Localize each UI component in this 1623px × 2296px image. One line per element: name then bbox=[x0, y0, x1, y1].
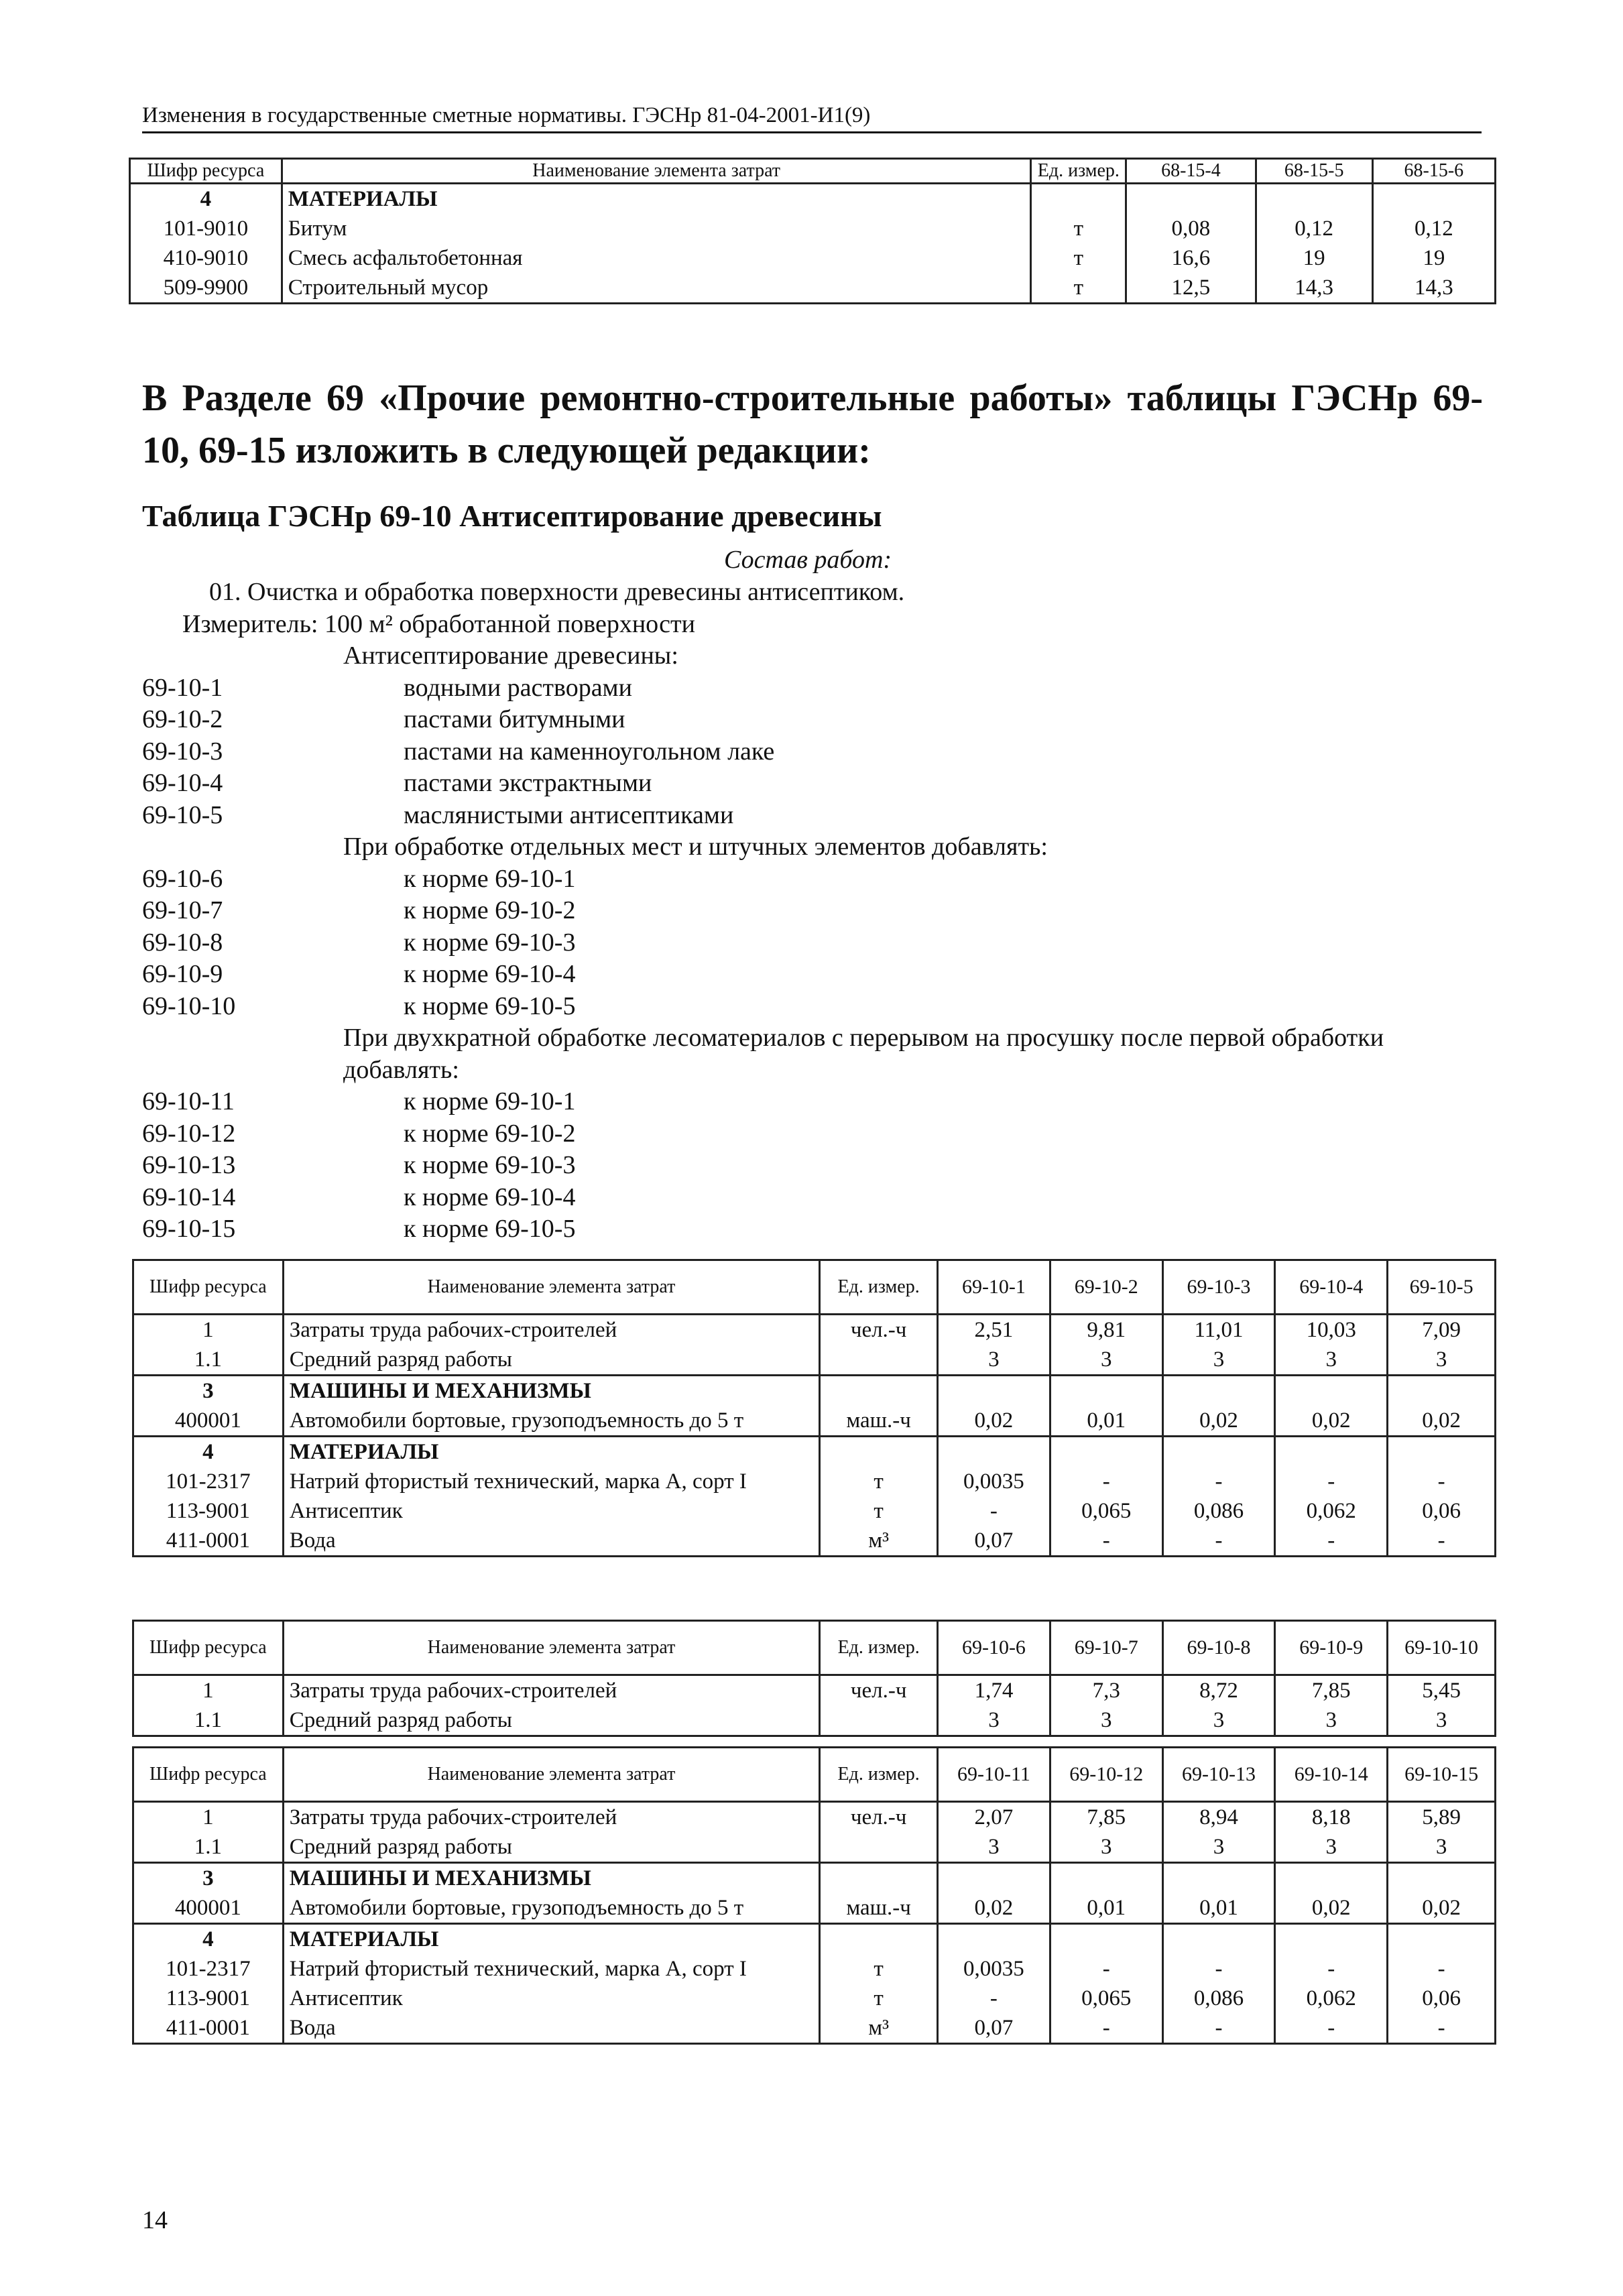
norm-value: - bbox=[1388, 1526, 1496, 1557]
unit: м³ bbox=[820, 2013, 938, 2044]
norm-value: 0,02 bbox=[1275, 1893, 1388, 1924]
norm-value: 19 bbox=[1372, 243, 1495, 273]
list-item bbox=[142, 704, 1483, 736]
unit: т bbox=[820, 1496, 938, 1526]
col-norm-header: 69-10-3 bbox=[1162, 1260, 1275, 1315]
table-header-row bbox=[133, 1621, 1496, 1675]
list-item bbox=[142, 863, 1483, 896]
unit bbox=[820, 1924, 938, 1955]
meter-line: Измеритель: 100 м² обработанной поверхности bbox=[182, 609, 695, 638]
table-row bbox=[130, 214, 1496, 243]
group-title: Антисептирование древесины: bbox=[343, 642, 678, 670]
resource-code: 411-0001 bbox=[133, 1526, 284, 1557]
norm-code: 69-10-4 bbox=[142, 769, 223, 797]
col-code-header: Шифр ресурса bbox=[130, 159, 282, 184]
norm-value bbox=[1050, 1437, 1162, 1467]
norm-value: 8,18 bbox=[1275, 1802, 1388, 1833]
col-norm-header: 68-15-6 bbox=[1372, 159, 1495, 184]
cost-element-name: Автомобили бортовые, грузоподъемность до 5 т bbox=[283, 1893, 820, 1924]
unit bbox=[820, 1863, 938, 1894]
list-item bbox=[142, 895, 1483, 927]
table-title: Таблица ГЭСНр 69-10 Антисептирование древесины bbox=[142, 499, 882, 533]
norm-value: 3 bbox=[938, 1832, 1050, 1863]
section-heading: В Разделе 69 «Прочие ремонтно-строительные работы» таблицы ГЭСНр 69-10, 69-15 изложить в следующей редакции: bbox=[142, 377, 1483, 471]
table-row bbox=[130, 184, 1496, 215]
norm-code: 69-10-15 bbox=[142, 1215, 236, 1243]
table-row bbox=[133, 1705, 1496, 1736]
unit: маш.-ч bbox=[820, 1893, 938, 1924]
table-row bbox=[130, 273, 1496, 304]
resource-code: 101-9010 bbox=[130, 214, 282, 243]
resource-code: 113-9001 bbox=[133, 1496, 284, 1526]
resource-code: 113-9001 bbox=[133, 1984, 284, 2013]
unit: т bbox=[820, 1984, 938, 2013]
norm-value: 0,02 bbox=[1162, 1406, 1275, 1437]
col-name-header: Наименование элемента затрат bbox=[282, 159, 1031, 184]
table-row bbox=[133, 1345, 1496, 1376]
norm-code: 69-10-9 bbox=[142, 960, 223, 988]
table-row bbox=[130, 243, 1496, 273]
norm-description: к норме 69-10-1 bbox=[404, 1087, 576, 1115]
norm-value: - bbox=[1050, 1954, 1162, 1984]
norm-value: 0,07 bbox=[938, 1526, 1050, 1557]
unit: т bbox=[820, 1467, 938, 1496]
unit: чел.-ч bbox=[820, 1315, 938, 1345]
norm-value: 8,94 bbox=[1162, 1802, 1275, 1833]
norm-value: 7,09 bbox=[1388, 1315, 1496, 1345]
col-norm-header: 69-10-5 bbox=[1388, 1260, 1496, 1315]
list-item bbox=[142, 736, 1483, 768]
norm-value: 0,02 bbox=[938, 1893, 1050, 1924]
norm-code: 69-10-8 bbox=[142, 928, 223, 957]
table-row bbox=[133, 2013, 1496, 2044]
cost-element-name: Затраты труда рабочих-строителей bbox=[283, 1675, 820, 1706]
cost-element-name: Вода bbox=[283, 1526, 820, 1557]
col-norm-header: 69-10-14 bbox=[1275, 1748, 1388, 1802]
norm-value bbox=[1275, 1863, 1388, 1894]
cost-element-name: Средний разряд работы bbox=[283, 1832, 820, 1863]
list-item bbox=[142, 800, 1483, 832]
col-norm-header: 69-10-15 bbox=[1388, 1748, 1496, 1802]
table-row bbox=[133, 1893, 1496, 1924]
list-item bbox=[142, 991, 1483, 1023]
norm-value bbox=[1050, 1376, 1162, 1406]
norm-value: 3 bbox=[1275, 1832, 1388, 1863]
norm-value: - bbox=[1162, 1954, 1275, 1984]
cost-element-name: Вода bbox=[283, 2013, 820, 2044]
col-code-header: Шифр ресурса bbox=[133, 1621, 284, 1675]
resource-code: 509-9900 bbox=[130, 273, 282, 304]
col-code-header: Шифр ресурса bbox=[133, 1260, 284, 1315]
table-row bbox=[133, 1924, 1496, 1955]
norm-value: 1,74 bbox=[938, 1675, 1050, 1706]
col-code-header: Шифр ресурса bbox=[133, 1748, 284, 1802]
table-row bbox=[133, 1832, 1496, 1863]
norm-value: 0,086 bbox=[1162, 1984, 1275, 2013]
cost-element-name: Натрий фтористый технический, марка А, сорт I bbox=[283, 1467, 820, 1496]
resource-code: 1.1 bbox=[133, 1705, 284, 1736]
norm-value: 0,01 bbox=[1050, 1406, 1162, 1437]
norm-value: 14,3 bbox=[1256, 273, 1372, 304]
norm-value bbox=[938, 1437, 1050, 1467]
norm-value: 10,03 bbox=[1275, 1315, 1388, 1345]
table-69-10-1-5 bbox=[132, 1259, 1496, 1557]
norm-value bbox=[1050, 1924, 1162, 1955]
norm-description: к норме 69-10-5 bbox=[404, 1215, 576, 1243]
norm-value bbox=[938, 1863, 1050, 1894]
norm-value: 3 bbox=[1275, 1345, 1388, 1376]
norm-description: пастами на каменноугольном лаке bbox=[404, 737, 775, 766]
norm-value: 0,065 bbox=[1050, 1496, 1162, 1526]
table-row bbox=[133, 1526, 1496, 1557]
resource-code: 101-2317 bbox=[133, 1467, 284, 1496]
norm-value: 3 bbox=[1162, 1832, 1275, 1863]
resource-code: 400001 bbox=[133, 1406, 284, 1437]
norm-value: 11,01 bbox=[1162, 1315, 1275, 1345]
norm-code: 69-10-11 bbox=[142, 1087, 235, 1115]
table-row bbox=[133, 1802, 1496, 1833]
col-norm-header: 69-10-9 bbox=[1275, 1621, 1388, 1675]
norm-value: 3 bbox=[938, 1705, 1050, 1736]
norm-code: 69-10-13 bbox=[142, 1151, 236, 1179]
list-item bbox=[142, 1182, 1483, 1214]
norm-value: 9,81 bbox=[1050, 1315, 1162, 1345]
cost-element-name: МАТЕРИАЛЫ bbox=[283, 1924, 820, 1955]
norm-value: 3 bbox=[1388, 1345, 1496, 1376]
norm-value: 2,51 bbox=[938, 1315, 1050, 1345]
norm-code: 69-10-7 bbox=[142, 896, 223, 924]
norm-description: маслянистыми антисептиками bbox=[404, 800, 734, 829]
norm-value: 0,06 bbox=[1388, 1984, 1496, 2013]
norm-code: 69-10-12 bbox=[142, 1119, 236, 1148]
col-norm-header: 69-10-12 bbox=[1050, 1748, 1162, 1802]
unit bbox=[820, 1832, 938, 1863]
col-unit-header: Ед. измер. bbox=[820, 1260, 938, 1315]
resource-code: 1.1 bbox=[133, 1832, 284, 1863]
table-row bbox=[133, 1467, 1496, 1496]
norm-value: 0,086 bbox=[1162, 1496, 1275, 1526]
col-unit-header: Ед. измер. bbox=[820, 1748, 938, 1802]
resource-code: 1.1 bbox=[133, 1345, 284, 1376]
norm-value bbox=[1388, 1437, 1496, 1467]
col-norm-header: 69-10-7 bbox=[1050, 1621, 1162, 1675]
resource-code: 411-0001 bbox=[133, 2013, 284, 2044]
norm-code: 69-10-1 bbox=[142, 673, 223, 702]
norm-value: - bbox=[938, 1984, 1050, 2013]
cost-element-name: МАШИНЫ И МЕХАНИЗМЫ bbox=[283, 1376, 820, 1406]
resource-code: 400001 bbox=[133, 1893, 284, 1924]
col-norm-header: 69-10-1 bbox=[938, 1260, 1050, 1315]
norm-description: к норме 69-10-4 bbox=[404, 1183, 576, 1211]
resource-code: 1 bbox=[133, 1675, 284, 1706]
col-norm-header: 69-10-8 bbox=[1162, 1621, 1275, 1675]
unit bbox=[820, 1705, 938, 1736]
norm-value: - bbox=[1275, 1467, 1388, 1496]
norm-code: 69-10-2 bbox=[142, 705, 223, 733]
norm-value: 2,07 bbox=[938, 1802, 1050, 1833]
table-header-row bbox=[130, 159, 1496, 184]
resource-code: 4 bbox=[133, 1437, 284, 1467]
norm-value: - bbox=[1050, 1526, 1162, 1557]
cost-element-name: Затраты труда рабочих-строителей bbox=[283, 1315, 820, 1345]
norm-value: 3 bbox=[1388, 1832, 1496, 1863]
norm-value bbox=[1372, 184, 1495, 215]
resource-code: 410-9010 bbox=[130, 243, 282, 273]
norm-value: - bbox=[1388, 1954, 1496, 1984]
cost-element-name: Антисептик bbox=[283, 1984, 820, 2013]
table-row bbox=[133, 1406, 1496, 1437]
norm-value bbox=[1126, 184, 1256, 215]
cost-element-name: Средний разряд работы bbox=[283, 1345, 820, 1376]
group-title: При двухкратной обработке лесоматериалов с перерывом на просушку после первой обработки bbox=[343, 1024, 1384, 1052]
norm-value: - bbox=[1275, 1954, 1388, 1984]
list-item bbox=[142, 672, 1483, 705]
norm-value: - bbox=[1162, 1526, 1275, 1557]
norm-description: к норме 69-10-4 bbox=[404, 960, 576, 988]
norm-value: 3 bbox=[1388, 1705, 1496, 1736]
norms-list bbox=[142, 577, 1483, 1246]
resource-code: 1 bbox=[133, 1802, 284, 1833]
norm-value: - bbox=[1162, 1467, 1275, 1496]
unit: чел.-ч bbox=[820, 1802, 938, 1833]
norm-value: 0,0035 bbox=[938, 1467, 1050, 1496]
norm-value: 0,062 bbox=[1275, 1496, 1388, 1526]
cost-element-name: Строительный мусор bbox=[282, 273, 1031, 304]
norm-description: к норме 69-10-5 bbox=[404, 991, 576, 1020]
norm-value: 0,02 bbox=[1275, 1406, 1388, 1437]
cost-element-name: Натрий фтористый технический, марка А, сорт I bbox=[283, 1954, 820, 1984]
group-title-cont: добавлять: bbox=[343, 1055, 459, 1084]
col-norm-header: 69-10-6 bbox=[938, 1621, 1050, 1675]
norm-value: 3 bbox=[1050, 1832, 1162, 1863]
table-68-15 bbox=[129, 158, 1496, 304]
norm-value: 0,12 bbox=[1372, 214, 1495, 243]
list-item bbox=[142, 768, 1483, 800]
col-norm-header: 69-10-4 bbox=[1275, 1260, 1388, 1315]
cost-element-name: Смесь асфальтобетонная bbox=[282, 243, 1031, 273]
norm-value bbox=[1050, 1863, 1162, 1894]
norm-value: - bbox=[1162, 2013, 1275, 2044]
norm-value: 0,0035 bbox=[938, 1954, 1050, 1984]
col-norm-header: 68-15-4 bbox=[1126, 159, 1256, 184]
norm-value: 0,07 bbox=[938, 2013, 1050, 2044]
col-norm-header: 69-10-10 bbox=[1388, 1621, 1496, 1675]
norm-description: к норме 69-10-1 bbox=[404, 864, 576, 893]
norm-value: 3 bbox=[938, 1345, 1050, 1376]
cost-element-name: МАТЕРИАЛЫ bbox=[283, 1437, 820, 1467]
norm-description: к норме 69-10-2 bbox=[404, 1119, 576, 1148]
table-row bbox=[133, 1376, 1496, 1406]
norm-value: 3 bbox=[1162, 1345, 1275, 1376]
norm-value: - bbox=[1388, 2013, 1496, 2044]
col-name-header: Наименование элемента затрат bbox=[283, 1748, 820, 1802]
table-header-row bbox=[133, 1748, 1496, 1802]
norm-value: - bbox=[1275, 1526, 1388, 1557]
cost-element-name: МАТЕРИАЛЫ bbox=[282, 184, 1031, 215]
norm-description: водными растворами bbox=[404, 673, 632, 702]
table-row bbox=[133, 1863, 1496, 1894]
norm-value: - bbox=[1050, 2013, 1162, 2044]
col-norm-header: 69-10-2 bbox=[1050, 1260, 1162, 1315]
cost-element-name: Автомобили бортовые, грузоподъемность до 5 т bbox=[283, 1406, 820, 1437]
norm-description: пастами экстрактными bbox=[404, 769, 652, 797]
work-item: 01. Очистка и обработка поверхности древесины антисептиком. bbox=[209, 578, 905, 606]
table-row bbox=[133, 1437, 1496, 1467]
norm-value: 12,5 bbox=[1126, 273, 1256, 304]
resource-code: 3 bbox=[133, 1863, 284, 1894]
table-row bbox=[133, 1675, 1496, 1706]
norm-value: 3 bbox=[1050, 1705, 1162, 1736]
cost-element-name: Средний разряд работы bbox=[283, 1705, 820, 1736]
norm-code: 69-10-6 bbox=[142, 864, 223, 893]
norm-value bbox=[1388, 1376, 1496, 1406]
norm-value: 7,85 bbox=[1050, 1802, 1162, 1833]
norm-value bbox=[1388, 1863, 1496, 1894]
table-header-row bbox=[133, 1260, 1496, 1315]
norm-code: 69-10-3 bbox=[142, 737, 223, 766]
table-69-10-6-10 bbox=[132, 1620, 1496, 1737]
col-name-header: Наименование элемента затрат bbox=[283, 1621, 820, 1675]
norm-code: 69-10-5 bbox=[142, 800, 223, 829]
norm-value: 3 bbox=[1275, 1705, 1388, 1736]
table-row bbox=[133, 1954, 1496, 1984]
norm-value: 0,02 bbox=[1388, 1893, 1496, 1924]
table-row bbox=[133, 1984, 1496, 2013]
norm-value: 3 bbox=[1162, 1705, 1275, 1736]
unit: т bbox=[820, 1954, 938, 1984]
col-norm-header: 68-15-5 bbox=[1256, 159, 1372, 184]
unit: т bbox=[1031, 273, 1126, 304]
norm-description: к норме 69-10-3 bbox=[404, 928, 576, 957]
col-norm-header: 69-10-13 bbox=[1162, 1748, 1275, 1802]
norm-value: - bbox=[938, 1496, 1050, 1526]
unit bbox=[820, 1437, 938, 1467]
norm-value bbox=[1162, 1376, 1275, 1406]
unit: маш.-ч bbox=[820, 1406, 938, 1437]
norm-code: 69-10-14 bbox=[142, 1183, 236, 1211]
norm-value: 0,02 bbox=[938, 1406, 1050, 1437]
unit bbox=[820, 1376, 938, 1406]
work-composition-label: Состав работ: bbox=[724, 546, 892, 574]
norm-description: к норме 69-10-2 bbox=[404, 896, 576, 924]
norm-value: - bbox=[1275, 2013, 1388, 2044]
page-number: 14 bbox=[142, 2206, 168, 2234]
norm-value: 14,3 bbox=[1372, 273, 1495, 304]
resource-code: 4 bbox=[133, 1924, 284, 1955]
resource-code: 4 bbox=[130, 184, 282, 215]
cost-element-name: МАШИНЫ И МЕХАНИЗМЫ bbox=[283, 1863, 820, 1894]
norm-value bbox=[1388, 1924, 1496, 1955]
resource-code: 1 bbox=[133, 1315, 284, 1345]
list-item bbox=[142, 1086, 1483, 1118]
norm-value: 0,02 bbox=[1388, 1406, 1496, 1437]
unit: т bbox=[1031, 214, 1126, 243]
norm-value: 3 bbox=[1050, 1345, 1162, 1376]
norm-value: - bbox=[1050, 1467, 1162, 1496]
norm-value bbox=[1275, 1376, 1388, 1406]
col-norm-header: 69-10-11 bbox=[938, 1748, 1050, 1802]
norm-value bbox=[1162, 1924, 1275, 1955]
unit: чел.-ч bbox=[820, 1675, 938, 1706]
col-name-header: Наименование элемента затрат bbox=[283, 1260, 820, 1315]
col-unit-header: Ед. измер. bbox=[820, 1621, 938, 1675]
unit bbox=[1031, 184, 1126, 215]
table-row bbox=[133, 1315, 1496, 1345]
norm-value: 5,45 bbox=[1388, 1675, 1496, 1706]
norm-value: 0,08 bbox=[1126, 214, 1256, 243]
table-69-10-11-15 bbox=[132, 1746, 1496, 2045]
norm-value bbox=[1162, 1437, 1275, 1467]
running-header: Изменения в государственные сметные нормативы. ГЭСНр 81-04-2001-И1(9) bbox=[142, 102, 1482, 133]
norm-value: 0,06 bbox=[1388, 1496, 1496, 1526]
list-item bbox=[142, 1150, 1483, 1182]
norm-value: 0,12 bbox=[1256, 214, 1372, 243]
norm-value: 0,01 bbox=[1162, 1893, 1275, 1924]
norm-value bbox=[1162, 1863, 1275, 1894]
norm-description: пастами битумными bbox=[404, 705, 625, 733]
resource-code: 101-2317 bbox=[133, 1954, 284, 1984]
norm-value: 7,3 bbox=[1050, 1675, 1162, 1706]
norm-value: 0,01 bbox=[1050, 1893, 1162, 1924]
norm-value bbox=[938, 1376, 1050, 1406]
norm-value: 5,89 bbox=[1388, 1802, 1496, 1833]
norm-value bbox=[938, 1924, 1050, 1955]
unit bbox=[820, 1345, 938, 1376]
norm-value: 7,85 bbox=[1275, 1675, 1388, 1706]
cost-element-name: Битум bbox=[282, 214, 1031, 243]
norm-value: 0,062 bbox=[1275, 1984, 1388, 2013]
unit: м³ bbox=[820, 1526, 938, 1557]
norm-value: - bbox=[1388, 1467, 1496, 1496]
norm-code: 69-10-10 bbox=[142, 991, 236, 1020]
norm-value: 16,6 bbox=[1126, 243, 1256, 273]
resource-code: 3 bbox=[133, 1376, 284, 1406]
norm-value: 0,065 bbox=[1050, 1984, 1162, 2013]
cost-element-name: Затраты труда рабочих-строителей bbox=[283, 1802, 820, 1833]
list-item bbox=[142, 927, 1483, 959]
list-item bbox=[142, 1213, 1483, 1246]
unit: т bbox=[1031, 243, 1126, 273]
norm-value bbox=[1275, 1437, 1388, 1467]
norm-value: 19 bbox=[1256, 243, 1372, 273]
list-item bbox=[142, 959, 1483, 991]
norm-description: к норме 69-10-3 bbox=[404, 1151, 576, 1179]
norm-value bbox=[1275, 1924, 1388, 1955]
norm-value bbox=[1256, 184, 1372, 215]
norm-value: 8,72 bbox=[1162, 1675, 1275, 1706]
group-title: При обработке отдельных мест и штучных элементов добавлять: bbox=[343, 833, 1048, 861]
col-unit-header: Ед. измер. bbox=[1031, 159, 1126, 184]
list-item bbox=[142, 1118, 1483, 1150]
cost-element-name: Антисептик bbox=[283, 1496, 820, 1526]
table-row bbox=[133, 1496, 1496, 1526]
